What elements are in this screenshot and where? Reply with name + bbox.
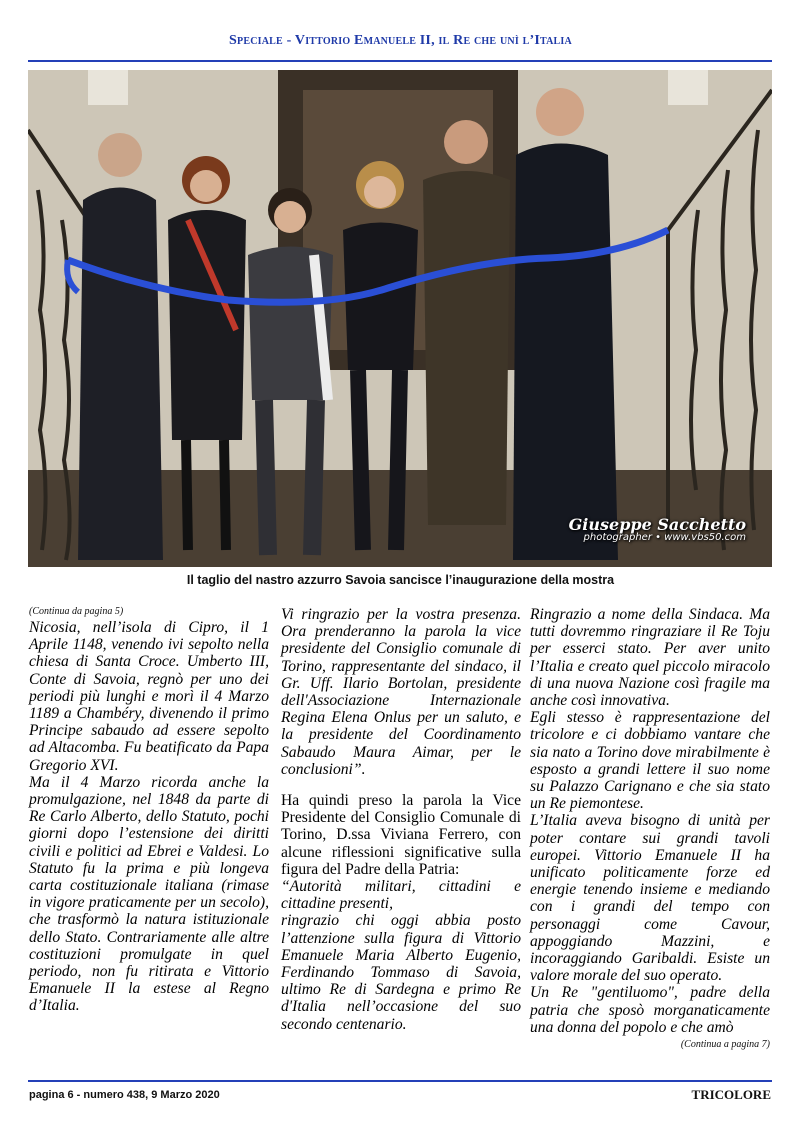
continued-from-note: (Continua da pagina 5): [29, 606, 124, 617]
article-column-1: [29, 606, 269, 1015]
photo-caption: Il taglio del nastro azzurro Savoia sancisce l’inaugurazione della mostra: [186, 573, 615, 587]
footer-rule: [28, 1080, 772, 1082]
paragraph-gap: [281, 778, 521, 792]
watermark-sub: photographer • www.vbs50.com: [583, 532, 746, 543]
col2-paragraph-3: “Autorità militari, cittadini e cittadine presenti,: [281, 878, 521, 913]
footer-page-info: pagina 6 - numero 438, 9 Marzo 2020: [29, 1089, 220, 1101]
ribbon-cutting-photo: [28, 70, 772, 567]
watermark-name: Giuseppe Sacchetto: [568, 515, 746, 534]
col3-paragraph-4: Un Re "gentiluomo", padre della patria che sposò morganaticamente una donna del popolo e che amò: [530, 984, 770, 1036]
header-rule: [28, 60, 772, 62]
photographer-watermark: [569, 515, 746, 543]
article-column-2: [281, 606, 521, 1033]
page-header-title: Speciale - Vittorio Emanuele II, il Re che unì l’Italia: [229, 33, 572, 48]
footer-publication-name: TRICOLORE: [691, 1087, 771, 1102]
col3-paragraph-3: L’Italia aveva bisogno di unità per poter contare sui grandi tavoli europei. Vittorio Emanuele II ha unificato politicamente forze ed energie tenendo insieme e mediando con i grandi del tempo con personaggi come Cavour, appoggiando Mazzini, e incoraggiando Garibaldi. Esiste un valore morale del suo operato.: [530, 812, 770, 985]
photo-illustration: [28, 70, 772, 567]
col3-paragraph-2: Egli stesso è rappresentazione del tricolore e ci dobbiamo vantare che sia nato a Torino dove mirabilmente è esposto a grandi lettere il suo nome su Palazzo Carignano e che sia stato un Re piemontese.: [530, 709, 770, 813]
col1-paragraph-2: Ma il 4 Marzo ricorda anche la promulgazione, nel 1848 da parte di Re Carlo Alberto, dello Statuto, pochi giorni dopo l’estensione dei diritti civili e politici ad Ebrei e Valdesi. Lo Statuto fu la prima e più longeva carta costituzionale italiana (rimase in vigore praticamente per un secolo), che trasformò la natura istituzionale dello Stato. Contrariamente alle altre costituzioni promulgate in quel periodo, non fu ritirata e Vittorio Emanuele II la estese al Regno d’Italia.: [29, 773, 269, 1015]
continued-on-note: (Continua a pagina 7): [680, 1039, 770, 1051]
article-column-3: [530, 606, 770, 1052]
col3-paragraph-1: Ringrazio a nome della Sindaca. Ma tutti dovremmo ringraziare il Re Toju per esserci stato. Per aver unito l’Italia e creato quel piccolo miracolo di una nuova Nazione così fragile ma anche così innovativa.: [530, 606, 770, 710]
col1-paragraph-1: Nicosia, nell’isola di Cipro, il 1 Aprile 1148, venendo ivi sepolto nella chiesa di Santa Croce. Umberto III, Conte di Savoia, regnò per uno dei periodi più lunghi e morì il 4 Marzo 1189 a Chambéry, divenendo il primo Principe sabaudo ad essere sepolto ad Altacomba. Fu beatificato da Papa Gregorio XVI.: [29, 619, 269, 774]
col2-paragraph-4: ringrazio chi oggi abbia posto l’attenzione sulla figura di Vittorio Emanuele Maria Alberto Eugenio, Ferdinando Tommaso di Savoia, ultimo Re di Sardegna e primo Re d'Italia nell’occasione del suo secondo centenario.: [281, 912, 521, 1033]
col2-paragraph-1: Vi ringrazio per la vostra presenza. Ora prenderanno la parola la vice presidente del Consiglio comunale di Torino, rappresentante del sindaco, il Gr. Uff. Ilario Bortolan, presidente dell'Associazione Internazionale Regina Elena Onlus per un saluto, e la presidente del Coordinamento Sabaudo Maura Aimar, per le conclusioni”.: [281, 606, 521, 778]
col2-paragraph-2: Ha quindi preso la parola la Vice Presidente del Consiglio Comunale di Torino, D.ssa Viviana Ferrero, con alcune riflessioni significative sulla figura del Padre della Patria:: [281, 792, 521, 878]
